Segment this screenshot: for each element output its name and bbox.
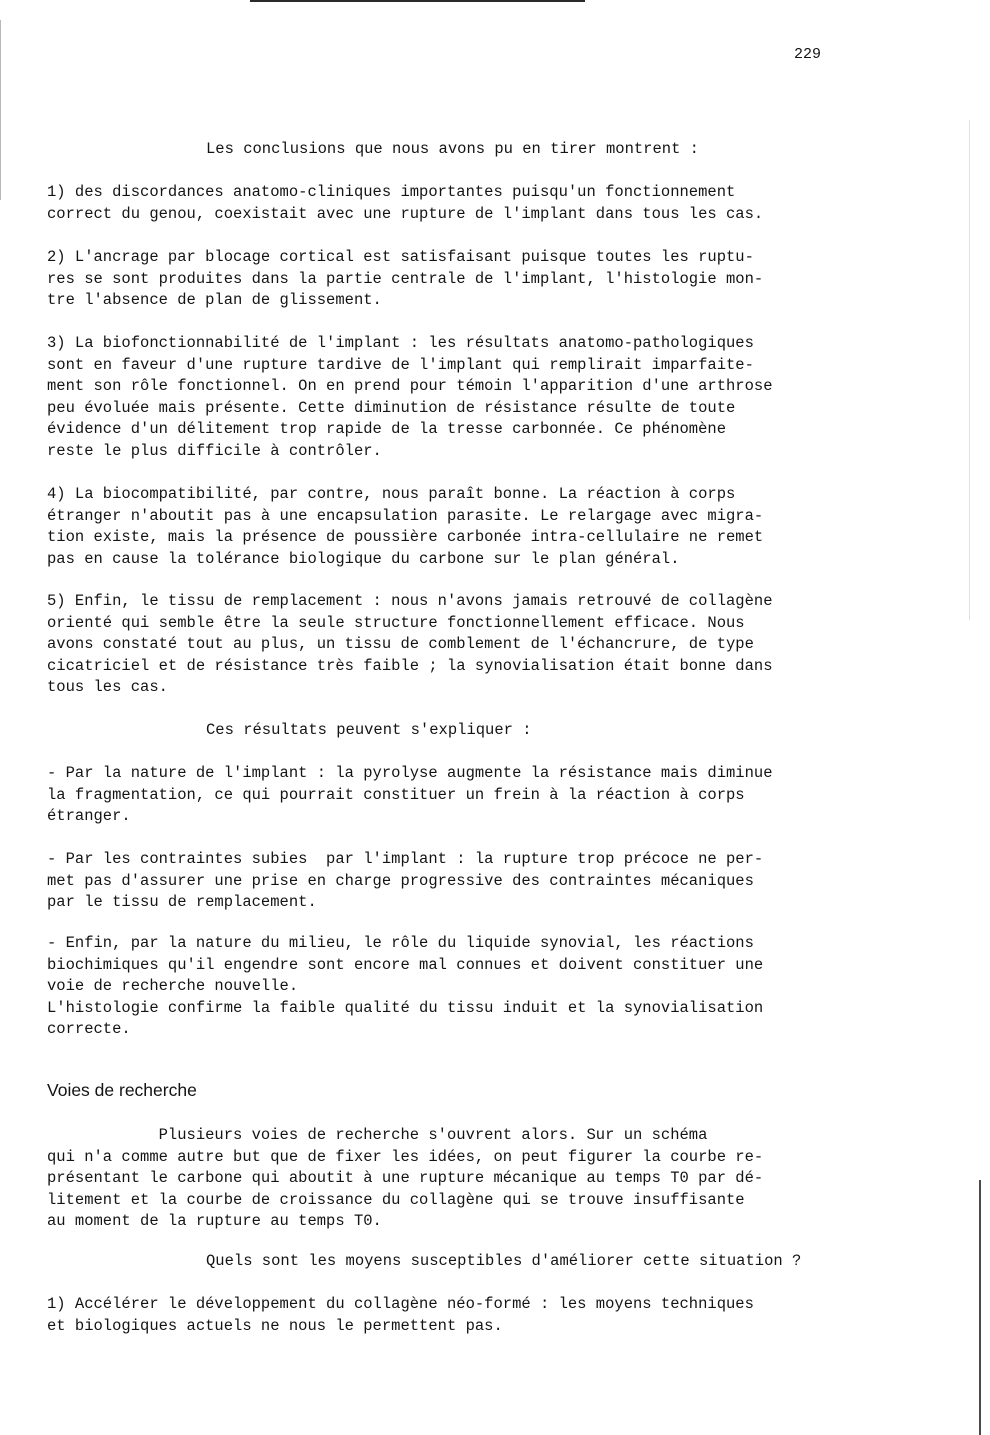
explanations-intro: Ces résultats peuvent s'expliquer : [206, 721, 532, 739]
conclusion-1: 1) des discordances anatomo-cliniques importantes puisqu'un fonctionnement correct du genou, coexistait avec une rupture de l'implant dans tous les cas. [47, 183, 764, 223]
research-paragraph: Plusieurs voies de recherche s'ouvrent alors. Sur un schéma qui n'a comme autre but que de fixer les idées, on peut figurer la courbe re- présentant le carbone qui aboutit à une rupture mécanique au temps T0 par dé- litement et la courbe de croissance du collagène qui se trouve insuffisante au moment de la rupture au temps T0. [47, 1126, 764, 1231]
conclusions-intro: Les conclusions que nous avons pu en tirer montrent : [206, 140, 699, 158]
scan-edge-right [979, 1180, 981, 1435]
conclusion-5: 5) Enfin, le tissu de remplacement : nous n'avons jamais retrouvé de collagène orienté qui semble être la seule structure fonctionnellement efficace. Nous avons constaté tout au plus, un tissu de comblement de l'échancrure, de type cicatriciel et de résistance très faible ; la synovialisation était bonne dans tous les cas. [47, 592, 773, 697]
page-number: 229 [794, 46, 822, 63]
question-line: Quels sont les moyens susceptibles d'améliorer cette situation ? [206, 1252, 802, 1270]
mean-1: 1) Accélérer le développement du collagène néo-formé : les moyens techniques et biologiques actuels ne nous le permettent pas. [47, 1295, 754, 1335]
section-heading: Voies de recherche [47, 1080, 197, 1100]
conclusion-2: 2) L'ancrage par blocage cortical est satisfaisant puisque toutes les ruptu- res se sont produites dans la partie centrale de l'implant, l'histologie mon- tre l'absence de plan de glissement. [47, 248, 764, 310]
explanation-2: - Par les contraintes subies par l'implant : la rupture trop précoce ne per- met pas d'assurer une prise en charge progressive des contraintes mécaniques par le tissu de remplacement. [47, 850, 764, 912]
scan-edge-right-faint [969, 120, 970, 620]
scan-edge-left [0, 20, 1, 200]
conclusion-4: 4) La biocompatibilité, par contre, nous paraît bonne. La réaction à corps étranger n'aboutit pas à une encapsulation parasite. Le relargage avec migra- tion existe, mais la présence de poussière carbonée intra-cellulaire ne remet pas en cause la tolérance biologique du carbone sur le plan général. [47, 485, 764, 568]
top-rule [250, 0, 585, 2]
explanation-3: - Enfin, par la nature du milieu, le rôle du liquide synovial, les réactions biochimiques qu'il engendre sont encore mal connues et doivent constituer une voie de recherche nouvelle. L'histologie confirme la faible qualité du tissu induit et la synovialisation correcte. [47, 934, 764, 1039]
explanation-1: - Par la nature de l'implant : la pyrolyse augmente la résistance mais diminue la fragmentation, ce qui pourrait constituer un frein à la réaction à corps étranger. [47, 764, 773, 826]
conclusion-3: 3) La biofonctionnabilité de l'implant : les résultats anatomo-pathologiques sont en faveur d'une rupture tardive de l'implant qui remplirait imparfaite- ment son rôle fonctionnel. On en prend pour témoin l'apparition d'une arthrose peu évoluée mais présente. Cette diminution de résistance résulte de toute évidence d'un délitement trop rapide de la tresse carbonnée. Ce phénomène reste le plus difficile à contrôler. [47, 334, 773, 460]
